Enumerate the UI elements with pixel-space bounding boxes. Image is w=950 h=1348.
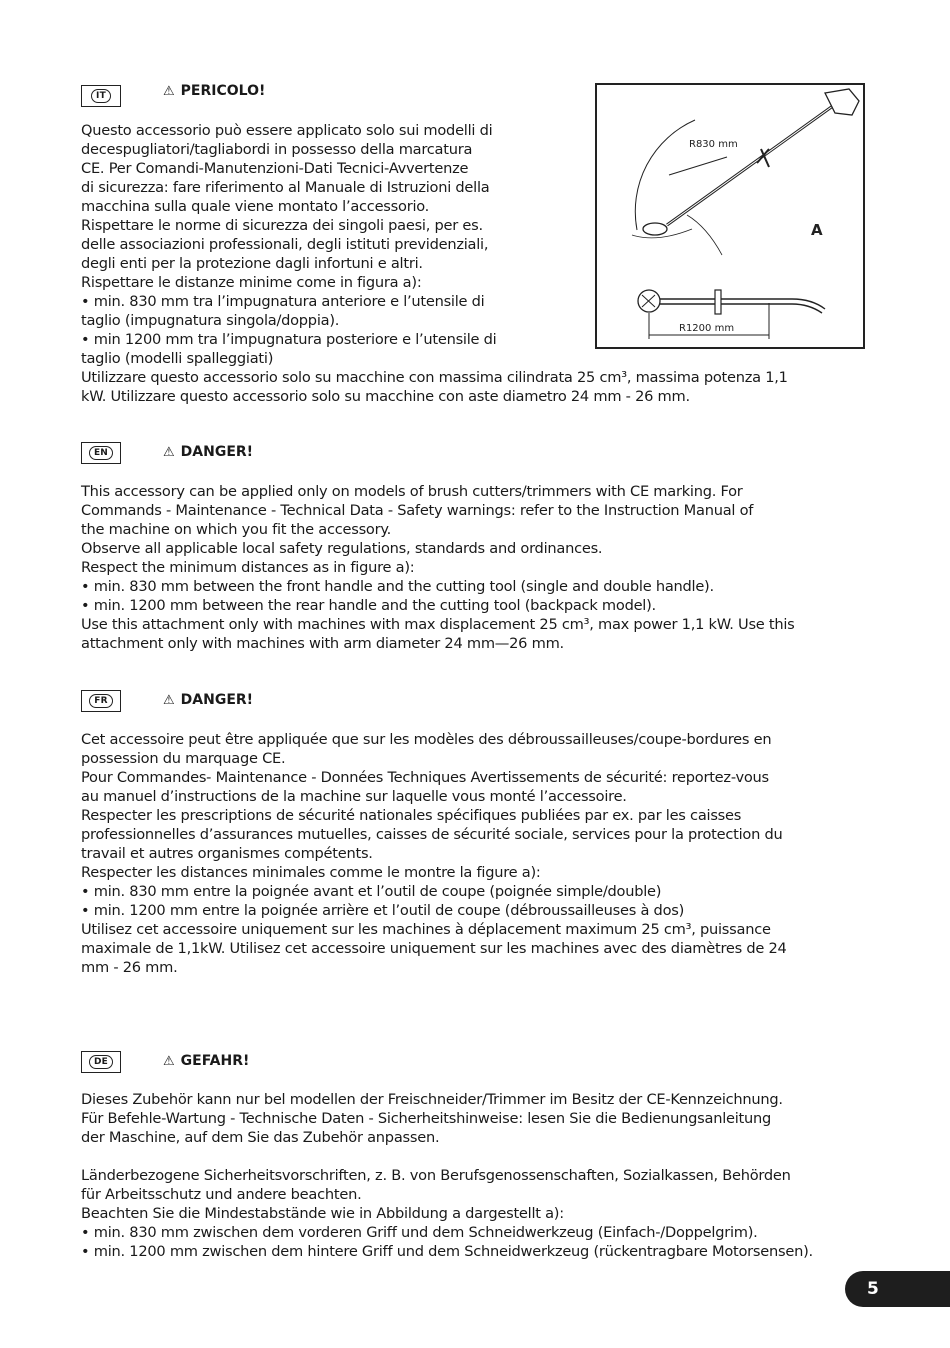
section-heading-fr [163,692,253,708]
lang-code: DE [89,1055,113,1069]
lang-badge-fr [81,690,121,712]
warning-triangle-icon: ⚠ [163,692,175,708]
heading-text: DANGER! [180,444,254,460]
section-body-en: This accessory can be applied only on models of brush cutters/trimmers with CE marking. For Commands - Maintenance - Technical Data - Safety warnings: refer to the Instruction Manual of the machine on which you fit the accessory. Observe all applicable local safety regulations, standards and ordinances. Respect the minimum distances as in figure a): • min. 830 mm between the front handle and the cutting tool (single and double handle). • min. 1200 mm between the rear handle and the cutting tool (backpack model). Use this attachment only with machines with max displacement 25 cm³, max power 1,1 kW. Use this attachment only with machines with arm diameter 24 mm—26 mm. [81,483,795,652]
section-body-fr: Cet accessoire peut être appliquée que sur les modèles des débroussailleuses/coupe-bordures en possession du marquage CE. Pour Commandes- Maintenance - Données Techniques Avertissements de sécurité: reportez-vous au manuel d’instructions de la machine sur laquelle vous monté l’accessoire. Respecter les prescriptions de sécurité nationales spécifiques publiées par ex. par les caisses professionnelles d’assurances mutuelles, caisses de sécurité sociale, services pour la protection du travail et autres organismes compétents. Respecter les distances minimales comme le montre la figure a): • min. 830 mm entre la poignée avant et l’outil de coupe (poignée simple/double) • min. 1200 mm entre la poignée arrière et l’outil de coupe (débroussailleuses à dos) Utilisez cet accessoire uniquement sur les machines à déplacement maximum 25 cm³, puissance maximale de 1,1kW. Utilisez cet accessoire uniquement sur les machines avec des diamètres de 24 mm - 26 mm. [81,731,787,976]
figure-a [595,83,865,349]
heading-text: DANGER! [180,692,254,708]
section-heading-it [163,83,265,99]
lang-code: FR [89,694,112,708]
heading-text: GEFAHR! [180,1053,250,1069]
section-body-de: Dieses Zubehör kann nur bel modellen der Freischneider/Trimmer im Besitz der CE-Kennzeichnung. Für Befehle-Wartung - Technische Daten - Sicherheitshinweise: lesen Sie die Bedienungsanleitung der Maschine, auf dem Sie das Zubehör anpassen. Länderbezogene Sicherheitsvorschriften, z. B. von Berufsgenossenschaften, Sozialkassen, Behörden für Arbeitsschutz und andere beachten. Beachten Sie die Mindestabstände wie in Abbildung a dargestellt a): • min. 830 mm zwischen dem vorderen Griff und dem Schneidwerkzeug (Einfach-/Doppelgrim). • min. 1200 mm zwischen dem hintere Griff und dem Schneidwerkzeug (rückentragbare Motorsensen). [81,1091,813,1260]
warning-triangle-icon: ⚠ [163,1053,175,1069]
cutting-head [643,223,667,235]
warning-triangle-icon: ⚠ [163,83,175,99]
radius-label-front: R830 mm [689,139,738,150]
radius-line-front [669,157,727,175]
section-body-it-narrow: Questo accessorio può essere applicato solo sui modelli di decespugliatori/tagliabordi in possesso della marcatura CE. Per Comandi-Manutenzioni-Dati Tecnici-Avvertenze di sicurezza: fare riferimento al Manuale di Istruzioni della macchina sulla quale viene montato l’accessorio. Rispettare le norme di sicurezza dei singoli paesi, per es. delle associazioni professionali, degli istituti previdenziali, degli enti per la protezione dagli infortuni e altri. Rispettare le distanze minime come in figura a): • min. 830 mm tra l’impugnatura anteriore e l’utensile di taglio (impugnatura singola/doppia). • min 1200 mm tra l’impugnatura posteriore e l’utensile di taglio (modelli spalleggiati) [81,122,497,367]
lang-code: EN [89,446,113,460]
rear-handle [715,290,721,314]
heading-text: PERICOLO! [180,83,266,99]
radius-label-rear: R1200 mm [679,323,735,334]
figure-label-a: A [811,221,823,239]
lang-badge-de [81,1051,121,1073]
engine-shape [825,89,859,115]
lang-code: IT [91,89,111,103]
lang-badge-it [81,85,121,107]
section-heading-en [163,444,253,460]
section-body-it-wide: Utilizzare questo accessorio solo su macchine con massima cilindrata 25 cm³, massima potenza 1,1 kW. Utilizzare questo accessorio solo su macchine con aste diametro 24 mm - 26 mm. [81,369,788,405]
warning-triangle-icon: ⚠ [163,444,175,460]
page-number: 5 [845,1271,950,1307]
trimmer-diagram [597,85,863,347]
lang-badge-en [81,442,121,464]
section-heading-de [163,1053,249,1069]
radius-arc-front [635,120,695,230]
